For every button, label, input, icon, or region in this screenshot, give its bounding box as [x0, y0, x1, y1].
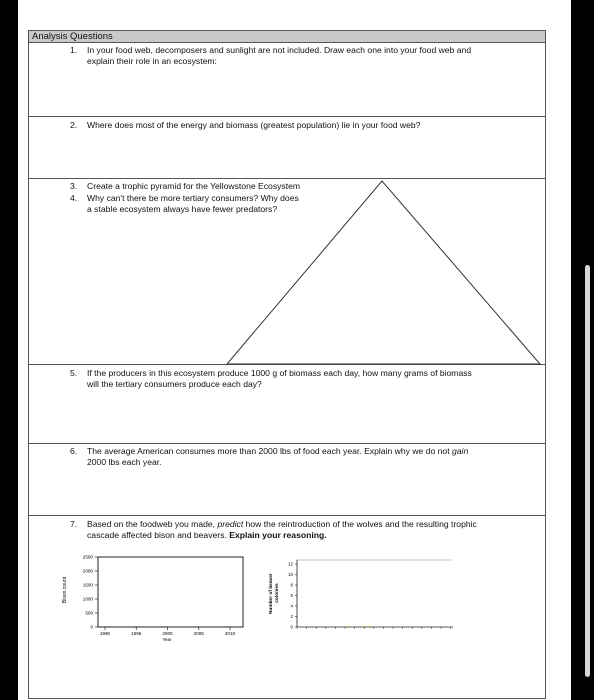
- y-tick-label: 1000: [82, 596, 93, 602]
- x-tick-label: 1995: [131, 631, 142, 636]
- bison-chart: [55, 550, 255, 650]
- y-tick-label: 1500: [82, 582, 93, 588]
- question-text: Based on the foodweb you made,: [87, 519, 218, 529]
- y-tick-label: 0: [90, 624, 93, 630]
- trophic-pyramid: [224, 178, 544, 366]
- question-text: 2000 lbs each year.: [87, 457, 162, 467]
- plot-frame: [98, 557, 243, 627]
- y-axis-label: Bison count: [62, 576, 68, 604]
- y-tick-label: 6: [290, 593, 293, 598]
- section-header: [28, 30, 546, 43]
- y-axis-label: Number of beaver colonies: [269, 573, 280, 615]
- scrollbar-thumb[interactable]: [585, 265, 590, 677]
- x-tick-label: 1990: [99, 631, 111, 636]
- y-tick-label: 4: [290, 603, 293, 609]
- x-tick-label: 2010: [224, 631, 236, 636]
- question-number: 1.: [70, 45, 78, 55]
- question-number: 5.: [70, 368, 78, 378]
- question-number: 3.: [70, 181, 78, 191]
- question-text: a stable ecosystem always have fewer predators?: [87, 204, 278, 214]
- question-text: The average American consumes more than 2000 lbs of food each year. Explain why we do not: [87, 446, 452, 456]
- section-title: Analysis Questions: [32, 31, 113, 42]
- data-mark: [348, 626, 350, 627]
- x-tick-label: 2005: [193, 631, 204, 636]
- question-emphasis: predict: [217, 519, 244, 529]
- question-emphasis: gain: [451, 446, 469, 456]
- y-tick-label: 500: [85, 610, 93, 616]
- row-divider: [28, 515, 546, 516]
- y-tick-label: 2: [290, 614, 293, 619]
- row-divider: [28, 116, 546, 117]
- x-tick-label: 2000: [162, 631, 173, 636]
- row-divider: [28, 443, 546, 444]
- y-tick-label: 12: [288, 561, 293, 567]
- question-text: Where does most of the energy and biomass (greatest population) lie in your food web?: [87, 120, 421, 130]
- question-text: In your food web, decomposers and sunlight are not included. Draw each one into your food web and: [87, 45, 472, 55]
- question-number: 6.: [70, 446, 78, 456]
- beaver-chart: [262, 550, 462, 650]
- question-text: explain their role in an ecosystem:: [87, 56, 217, 66]
- question-text: how the reintroduction of the wolves and the resulting trophic: [243, 519, 477, 529]
- y-tick-label: 2000: [82, 568, 93, 574]
- y-tick-label: 8: [290, 582, 293, 588]
- question-text: will the tertiary consumers produce each day?: [87, 379, 262, 389]
- data-mark: [369, 626, 371, 627]
- question-bold: Explain your reasoning.: [229, 530, 327, 540]
- question-text: Why can't there be more tertiary consumers? Why does: [87, 193, 299, 203]
- x-axis-label: Year: [162, 637, 172, 642]
- pyramid-triangle: [227, 181, 540, 364]
- question-text: Create a trophic pyramid for the Yellowstone Ecosystem: [87, 181, 301, 191]
- question-number: 4.: [70, 193, 78, 203]
- question-text: cascade affected bison and beavers.: [87, 530, 230, 540]
- y-tick-label: 0: [290, 624, 293, 630]
- question-number: 2.: [70, 120, 78, 130]
- question-text: If the producers in this ecosystem produce 1000 g of biomass each day, how many grams of biomass: [87, 368, 472, 378]
- y-tick-label: 10: [288, 572, 293, 577]
- data-mark: [362, 626, 364, 627]
- question-number: 7.: [70, 519, 78, 529]
- y-tick-label: 2500: [82, 554, 93, 560]
